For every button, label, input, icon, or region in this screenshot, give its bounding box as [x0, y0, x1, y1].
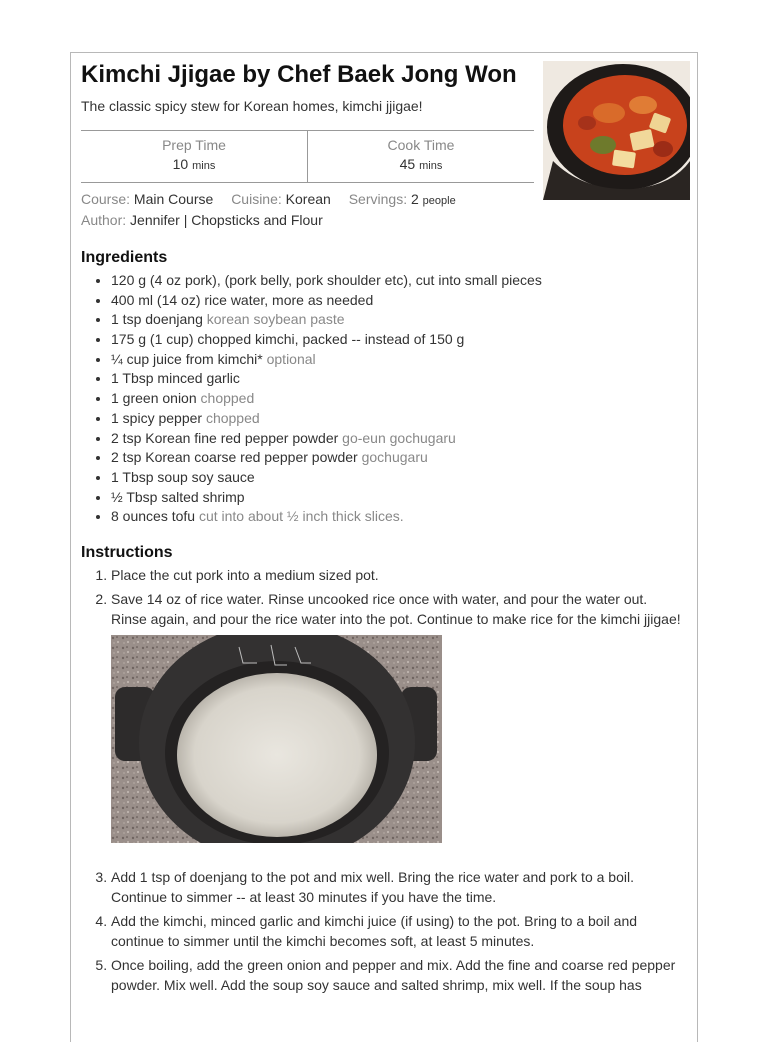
cuisine [231, 191, 335, 207]
ingredient-item: • 1 Tbsp soup soy sauce [111, 468, 691, 488]
ingredient-item: • 1 tsp doenjang korean soybean paste [111, 310, 691, 330]
servings-unit: people [422, 195, 456, 207]
author [81, 212, 323, 228]
servings [349, 191, 456, 207]
ingredient-item: • ¼ cup juice from kimchi* optional [111, 350, 691, 370]
author-value: Jennifer | Chopsticks and Flour [130, 212, 323, 228]
instruction-step [111, 589, 681, 843]
cook-time-value: 45 [399, 156, 416, 172]
ingredient-item: • 1 green onion chopped [111, 389, 691, 409]
cook-time-unit: mins [419, 160, 443, 172]
ingredient-item: • 120 g (4 oz pork), (pork belly, pork shoulder etc), cut into small pieces [111, 271, 691, 291]
ingredient-note: gochugaru [361, 449, 428, 466]
ingredient-note: chopped [200, 390, 255, 407]
instruction-step: 4. Add the kimchi, minced garlic and kimchi juice (if using) to the pot. Bring to a boil and continue to simmer until the kimchi becomes soft, at least 5 minutes. [111, 911, 681, 951]
ingredient-item: • 175 g (1 cup) chopped kimchi, packed -- instead of 150 g [111, 330, 691, 350]
recipe-summary: The classic spicy stew for Korean homes, kimchi jjigae! [81, 98, 423, 114]
prep-time [81, 131, 307, 182]
ingredient-note: chopped [205, 409, 260, 426]
ingredient-item: • 1 Tbsp minced garlic [111, 369, 691, 389]
ingredients-heading: Ingredients [81, 249, 168, 266]
servings-value[interactable]: 2 [410, 191, 419, 207]
cook-time [307, 131, 534, 182]
cuisine-value: Korean [285, 191, 331, 207]
author-label: Author: [81, 212, 127, 228]
ingredient-item: • 400 ml (14 oz) rice water, more as needed [111, 291, 691, 311]
instruction-text: Save 14 oz of rice water. Rinse uncooked rice once with water, and pour the water out. Rinse again, and pour the rice water into the pot. Continue to make rice for the kimchi jjigae! [111, 591, 681, 627]
ingredient-item: • 1 spicy pepper chopped [111, 409, 691, 429]
recipe-meta [81, 191, 470, 207]
prep-time-label: Prep Time [162, 137, 226, 153]
recipe-card [70, 52, 698, 1042]
ingredient-item: • 8 ounces tofu cut into about ½ inch thick slices. [111, 507, 691, 527]
instruction-step: 5. Once boiling, add the green onion and pepper and mix. Add the fine and coarse red pepper powder. Mix well. Add the soup soy sauce and salted shrimp, mix well. If the soup has [111, 955, 681, 995]
instruction-step: 1. Place the cut pork into a medium sized pot. [111, 565, 681, 585]
ingredient-note: cut into about ½ inch thick slices. [198, 508, 404, 525]
cook-time-label: Cook Time [387, 137, 455, 153]
recipe-photo [543, 61, 690, 200]
time-bar [81, 130, 534, 183]
rice-water-photo [111, 635, 442, 843]
prep-time-value: 10 [172, 156, 189, 172]
ingredient-note: optional [266, 350, 316, 367]
recipe-title: Kimchi Jjigae by Chef Baek Jong Won [81, 61, 517, 88]
ingredient-item: • 2 tsp Korean fine red pepper powder go-eun gochugaru [111, 429, 691, 449]
instructions-heading: Instructions [81, 544, 173, 561]
course-value: Main Course [133, 191, 214, 207]
ingredient-item: • 2 tsp Korean coarse red pepper powder gochugaru [111, 448, 691, 468]
ingredient-item: • ½ Tbsp salted shrimp [111, 488, 691, 508]
instructions-list [81, 565, 681, 999]
prep-time-unit: mins [192, 160, 216, 172]
ingredients-list [81, 271, 691, 527]
servings-label: Servings: [348, 191, 408, 207]
instruction-step: 3. Add 1 tsp of doenjang to the pot and mix well. Bring the rice water and pork to a boil. Continue to simmer -- at least 30 minutes if you have the time. [111, 867, 681, 907]
course [81, 191, 217, 207]
course-label: Course: [81, 191, 131, 207]
ingredient-note: go-eun gochugaru [342, 429, 456, 446]
cuisine-label: Cuisine: [231, 191, 282, 207]
ingredient-note: korean soybean paste [206, 311, 345, 328]
